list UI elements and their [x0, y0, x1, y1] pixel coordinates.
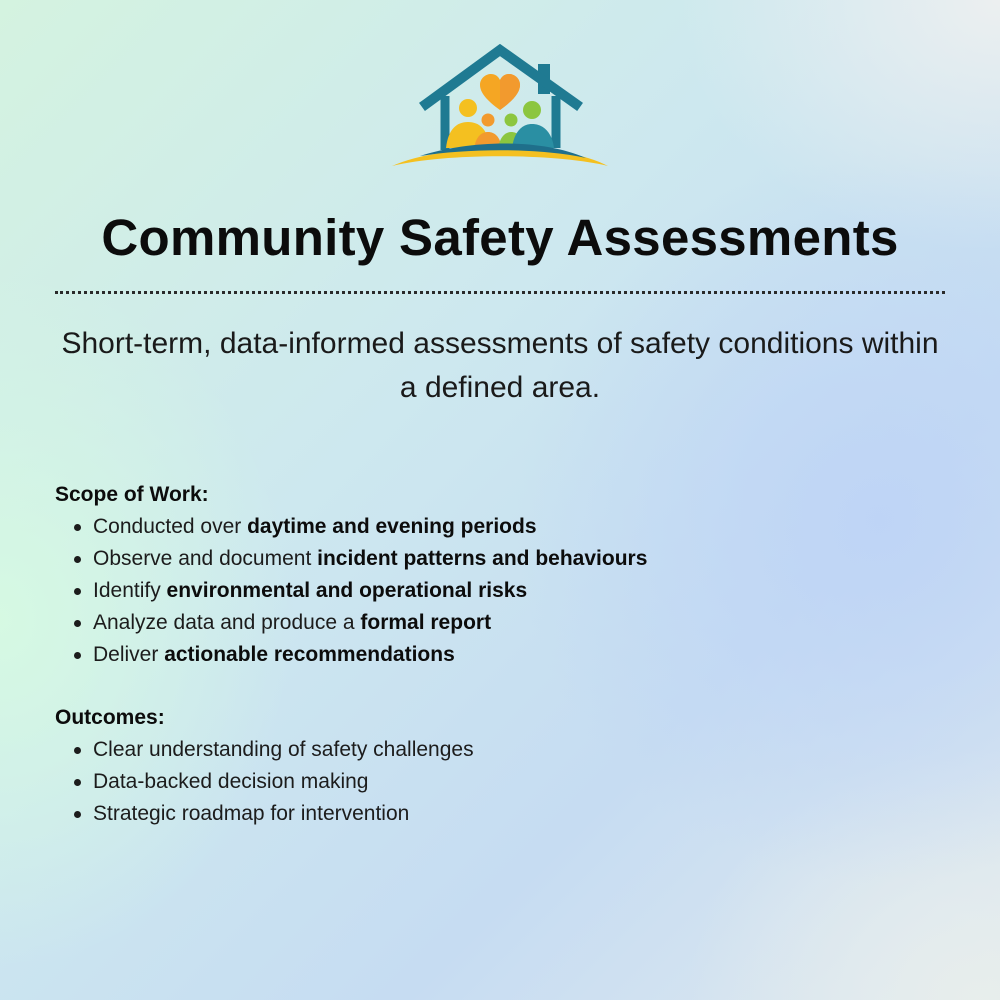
list-item: Clear understanding of safety challenges [55, 734, 935, 766]
house-family-heart-icon [390, 44, 610, 172]
scope-of-work-list [55, 511, 935, 671]
list-item: Data-backed decision making [55, 766, 935, 798]
page-subtitle: Short-term, data-informed assessments of safety conditions within a defined area. [61, 327, 939, 404]
list-item: Identify environmental and operational risks [55, 575, 935, 607]
dotted-divider [55, 291, 945, 294]
list-item: Conducted over daytime and evening periods [55, 511, 935, 543]
outcomes-heading: Outcomes: [55, 706, 165, 729]
list-item: Analyze data and produce a formal report [55, 607, 935, 639]
page-title: Community Safety Assessments [101, 209, 899, 266]
outcomes-section [55, 703, 935, 830]
scope-of-work-heading: Scope of Work: [55, 483, 209, 506]
scope-of-work-section [55, 480, 935, 671]
list-item: Observe and document incident patterns and behaviours [55, 543, 935, 575]
list-item: Strategic roadmap for intervention [55, 798, 935, 830]
list-item: Deliver actionable recommendations [55, 639, 935, 671]
outcomes-list [55, 734, 935, 830]
